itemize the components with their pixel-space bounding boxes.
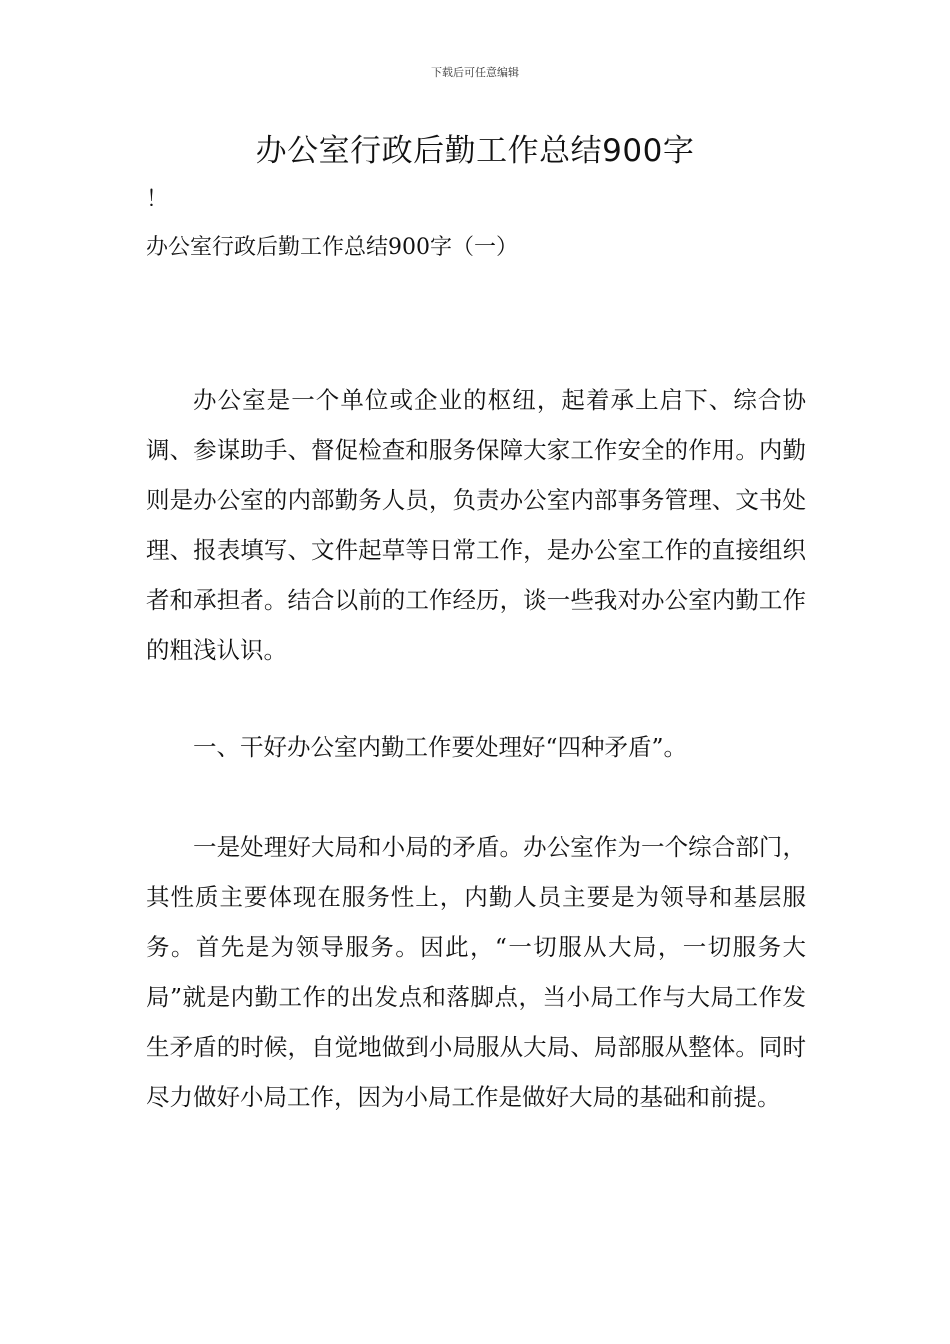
body-paragraph-big-small-picture: 一是处理好大局和小局的矛盾。办公室作为一个综合部门，其性质主要体现在服务性上，内勤人员主要是为领导和基层服务。首先是为领导服务。因此，“一切服从大局，一切服务大局”就是内勤工作的出发点和落脚点，当小局工作与大局工作发生矛盾的时候，自觉地做到小局服从大局、局部服从整体。同时尽力做好小局工作，因为小局工作是做好大局的基础和前提。 [146, 833, 806, 1111]
section-heading-four-contradictions: 一、干好办公室内勤工作要处理好“四种矛盾”。 [193, 733, 688, 761]
body-paragraph-intro: 办公室是一个单位或企业的枢纽，起着承上启下、综合协调、参谋助手、督促检查和服务保障大家工作安全的作用。内勤则是办公室的内部勤务人员，负责办公室内部事务管理、文书处理、报表填写、文件起草等日常工作，是办公室工作的直接组织者和承担者。结合以前的工作经历，谈一些我对办公室内勤工作的粗浅认识。 [146, 386, 806, 664]
exclamation-mark: ！ [146, 187, 169, 212]
header-note: 下载后可任意编辑 [431, 66, 519, 79]
document-subtitle: 办公室行政后勤工作总结900字（一） [146, 235, 518, 260]
document-title: 办公室行政后勤工作总结900字 [255, 133, 695, 169]
